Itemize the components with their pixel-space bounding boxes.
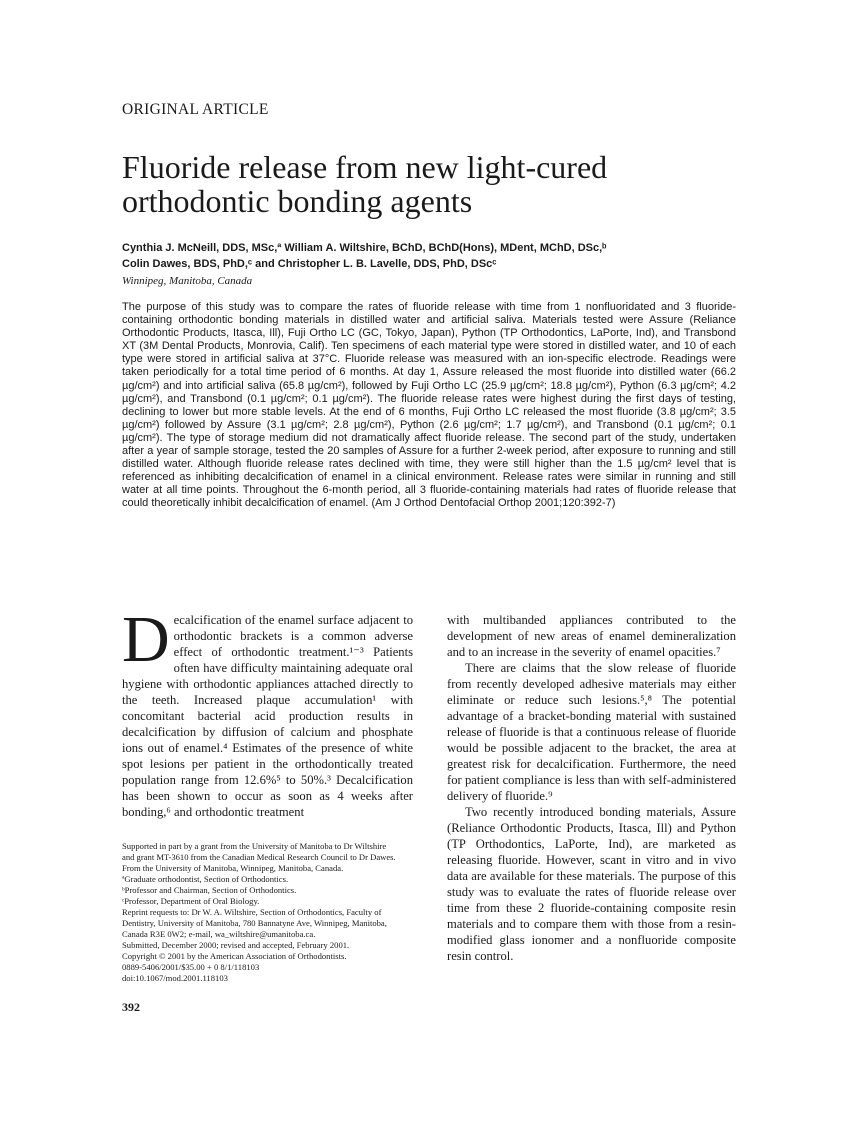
intro-paragraph bbox=[122, 603, 413, 820]
footnotes bbox=[122, 841, 417, 984]
body-paragraph-purpose: Two recently introduced bonding materials, Assure (Reliance Orthodontic Products, Itasca, Ill) and Python (TP Orthodontics, LaPorte, Ind), are marketed as releasing fluoride. However, scant in vitro and in vivo data are available for these materials. The purpose of this study was to evaluate the rates of fluoride release over time from these 2 fluoride-containing composite resin materials and to compare them with those from a resin-modified glass ionomer and a nonfluoride composite resin control. bbox=[447, 805, 736, 963]
footnote-line: doi:10.1067/mod.2001.118103 bbox=[122, 973, 228, 983]
footnote-line: Copyright © 2001 by the American Association of Orthodontists. bbox=[122, 951, 347, 961]
footnote-line: From the University of Manitoba, Winnipeg, Manitoba, Canada. bbox=[122, 863, 344, 873]
body-column-left bbox=[122, 603, 413, 820]
article-title: Fluoride release from new light-cured orthodontic bonding agents bbox=[122, 149, 608, 219]
author-line-1: Cynthia J. McNeill, DDS, MSc,ª William A. Wiltshire, BChD, BChD(Hons), MDent, MChD, DSc,ᵇ bbox=[122, 242, 607, 254]
footnote-line: and grant MT-3610 from the Canadian Medical Research Council to Dr Dawes. bbox=[122, 852, 396, 862]
page-number: 392 bbox=[122, 1000, 140, 1014]
body-column-right bbox=[447, 612, 736, 964]
footnote-line: ᶜProfessor, Department of Oral Biology. bbox=[122, 896, 260, 906]
footnote-line: Reprint requests to: Dr W. A. Wiltshire, Section of Orthodontics, Faculty of bbox=[122, 907, 382, 917]
section-label: ORIGINAL ARTICLE bbox=[122, 101, 269, 118]
footnote-line: Dentistry, University of Manitoba, 780 Bannatyne Ave, Winnipeg, Manitoba, bbox=[122, 918, 387, 928]
intro-paragraph-text: ecalcification of the enamel surface adjacent to orthodontic brackets is a common adverse effect of orthodontic treatment.¹⁻³ Patients often have difficulty maintaining adequate oral hygiene with orthodontic appliances attached directly to the teeth. Increased plaque accumulation¹ with concomitant bacterial acid production results in decalcification by diffusion of calcium and phosphate ions out of enamel.⁴ Estimates of the presence of white spot lesions per patient in the orthodontically treated population range from 12.6%⁵ to 50%.³ Decalcification has been shown to occur as soon as 4 weeks after bonding,⁶ and orthodontic treatment bbox=[122, 613, 413, 819]
footnote-line: ªGraduate orthodontist, Section of Orthodontics. bbox=[122, 874, 289, 884]
body-paragraph-claims: There are claims that the slow release of fluoride from recently developed adhesive materials may either eliminate or reduce such lesions.⁵,⁸ The potential advantage of a bracket-bonding material with sustained release of fluoride is that a continuous release of fluoride would be possible adjacent to the bracket, the area at greatest risk for decalcification. Furthermore, the need for patient compliance is less than with self-administered delivery of fluoride.⁹ bbox=[447, 661, 736, 803]
footnote-line: Supported in part by a grant from the University of Manitoba to Dr Wiltshire bbox=[122, 841, 387, 851]
footnote-line: Submitted, December 2000; revised and accepted, February 2001. bbox=[122, 940, 350, 950]
author-line-2: Colin Dawes, BDS, PhD,ᶜ and Christopher L. B. Lavelle, DDS, PhD, DScᶜ bbox=[122, 258, 497, 270]
footnote-line: ᵇProfessor and Chairman, Section of Orthodontics. bbox=[122, 885, 297, 895]
abstract: The purpose of this study was to compare the rates of fluoride release with time from 1 nonfluoridated and 3 fluoride-containing orthodontic bonding materials in distilled water and artificial saliva. Materials tested were Assure (Reliance Orthodontic Products, Itasca, Ill), Fuji Ortho LC (GC, Tokyo, Japan), Python (TP Orthodontics, LaPorte, Ind), and Transbond XT (3M Dental Products, Monrovia, Calif). Ten specimens of each material type were stored in distilled water, and 10 of each type were stored in artificial saliva at 37°C. Fluoride release was measured with an ion-specific electrode. Readings were taken periodically for a total time period of 6 months. At day 1, Assure released the most fluoride into distilled water (66.2 µg/cm²) and into artificial saliva (65.8 µg/cm²), followed by Fuji Ortho LC (25.9 µg/cm²; 18.8 µg/cm²), Python (6.3 µg/cm²; 4.2 µg/cm²), and Transbond (0.1 µg/cm²; 0.1 µg/cm²). The fluoride release rates were highest during the first days of testing, declining to lower but more stable levels. At the end of 6 months, Fuji Ortho LC released the most fluoride (3.8 µg/cm²; 3.5 µg/cm²) followed by Assure (3.1 µg/cm²; 2.8 µg/cm²), Python (2.6 µg/cm²; 1.7 µg/cm²), and Transbond (0.1 µg/cm²; 0.1 µg/cm²). The type of storage medium did not dramatically affect fluoride release. The second part of the study, undertaken after a year of sample storage, tested the 20 samples of Assure for a further 2-week period, after exposure to running and still distilled water. Although fluoride release rates declined with time, they were still higher than the 1.5 µg/cm² level that is referenced as inhibiting decalcification of enamel in a clinical environment. Release rates were similar in running and still water at all time points. Throughout the 6-month period, all 3 fluoride-containing materials had rates of fluoride release that could theoretically inhibit decalcification of enamel. (Am J Orthod Dentofacial Orthop 2001;120:392-7) bbox=[122, 301, 736, 510]
footnote-line: Canada R3E 0W2; e-mail, wa_wiltshire@umanitoba.ca. bbox=[122, 929, 316, 939]
affiliation: Winnipeg, Manitoba, Canada bbox=[122, 275, 253, 287]
author-list bbox=[122, 240, 742, 272]
drop-cap: D bbox=[122, 603, 170, 676]
footnote-line: 0889-5406/2001/$35.00 + 0 8/1/118103 bbox=[122, 962, 260, 972]
body-paragraph-continued: with multibanded appliances contributed to the development of new areas of enamel demineralization and to an increase in the severity of enamel opacities.⁷ bbox=[447, 613, 736, 659]
